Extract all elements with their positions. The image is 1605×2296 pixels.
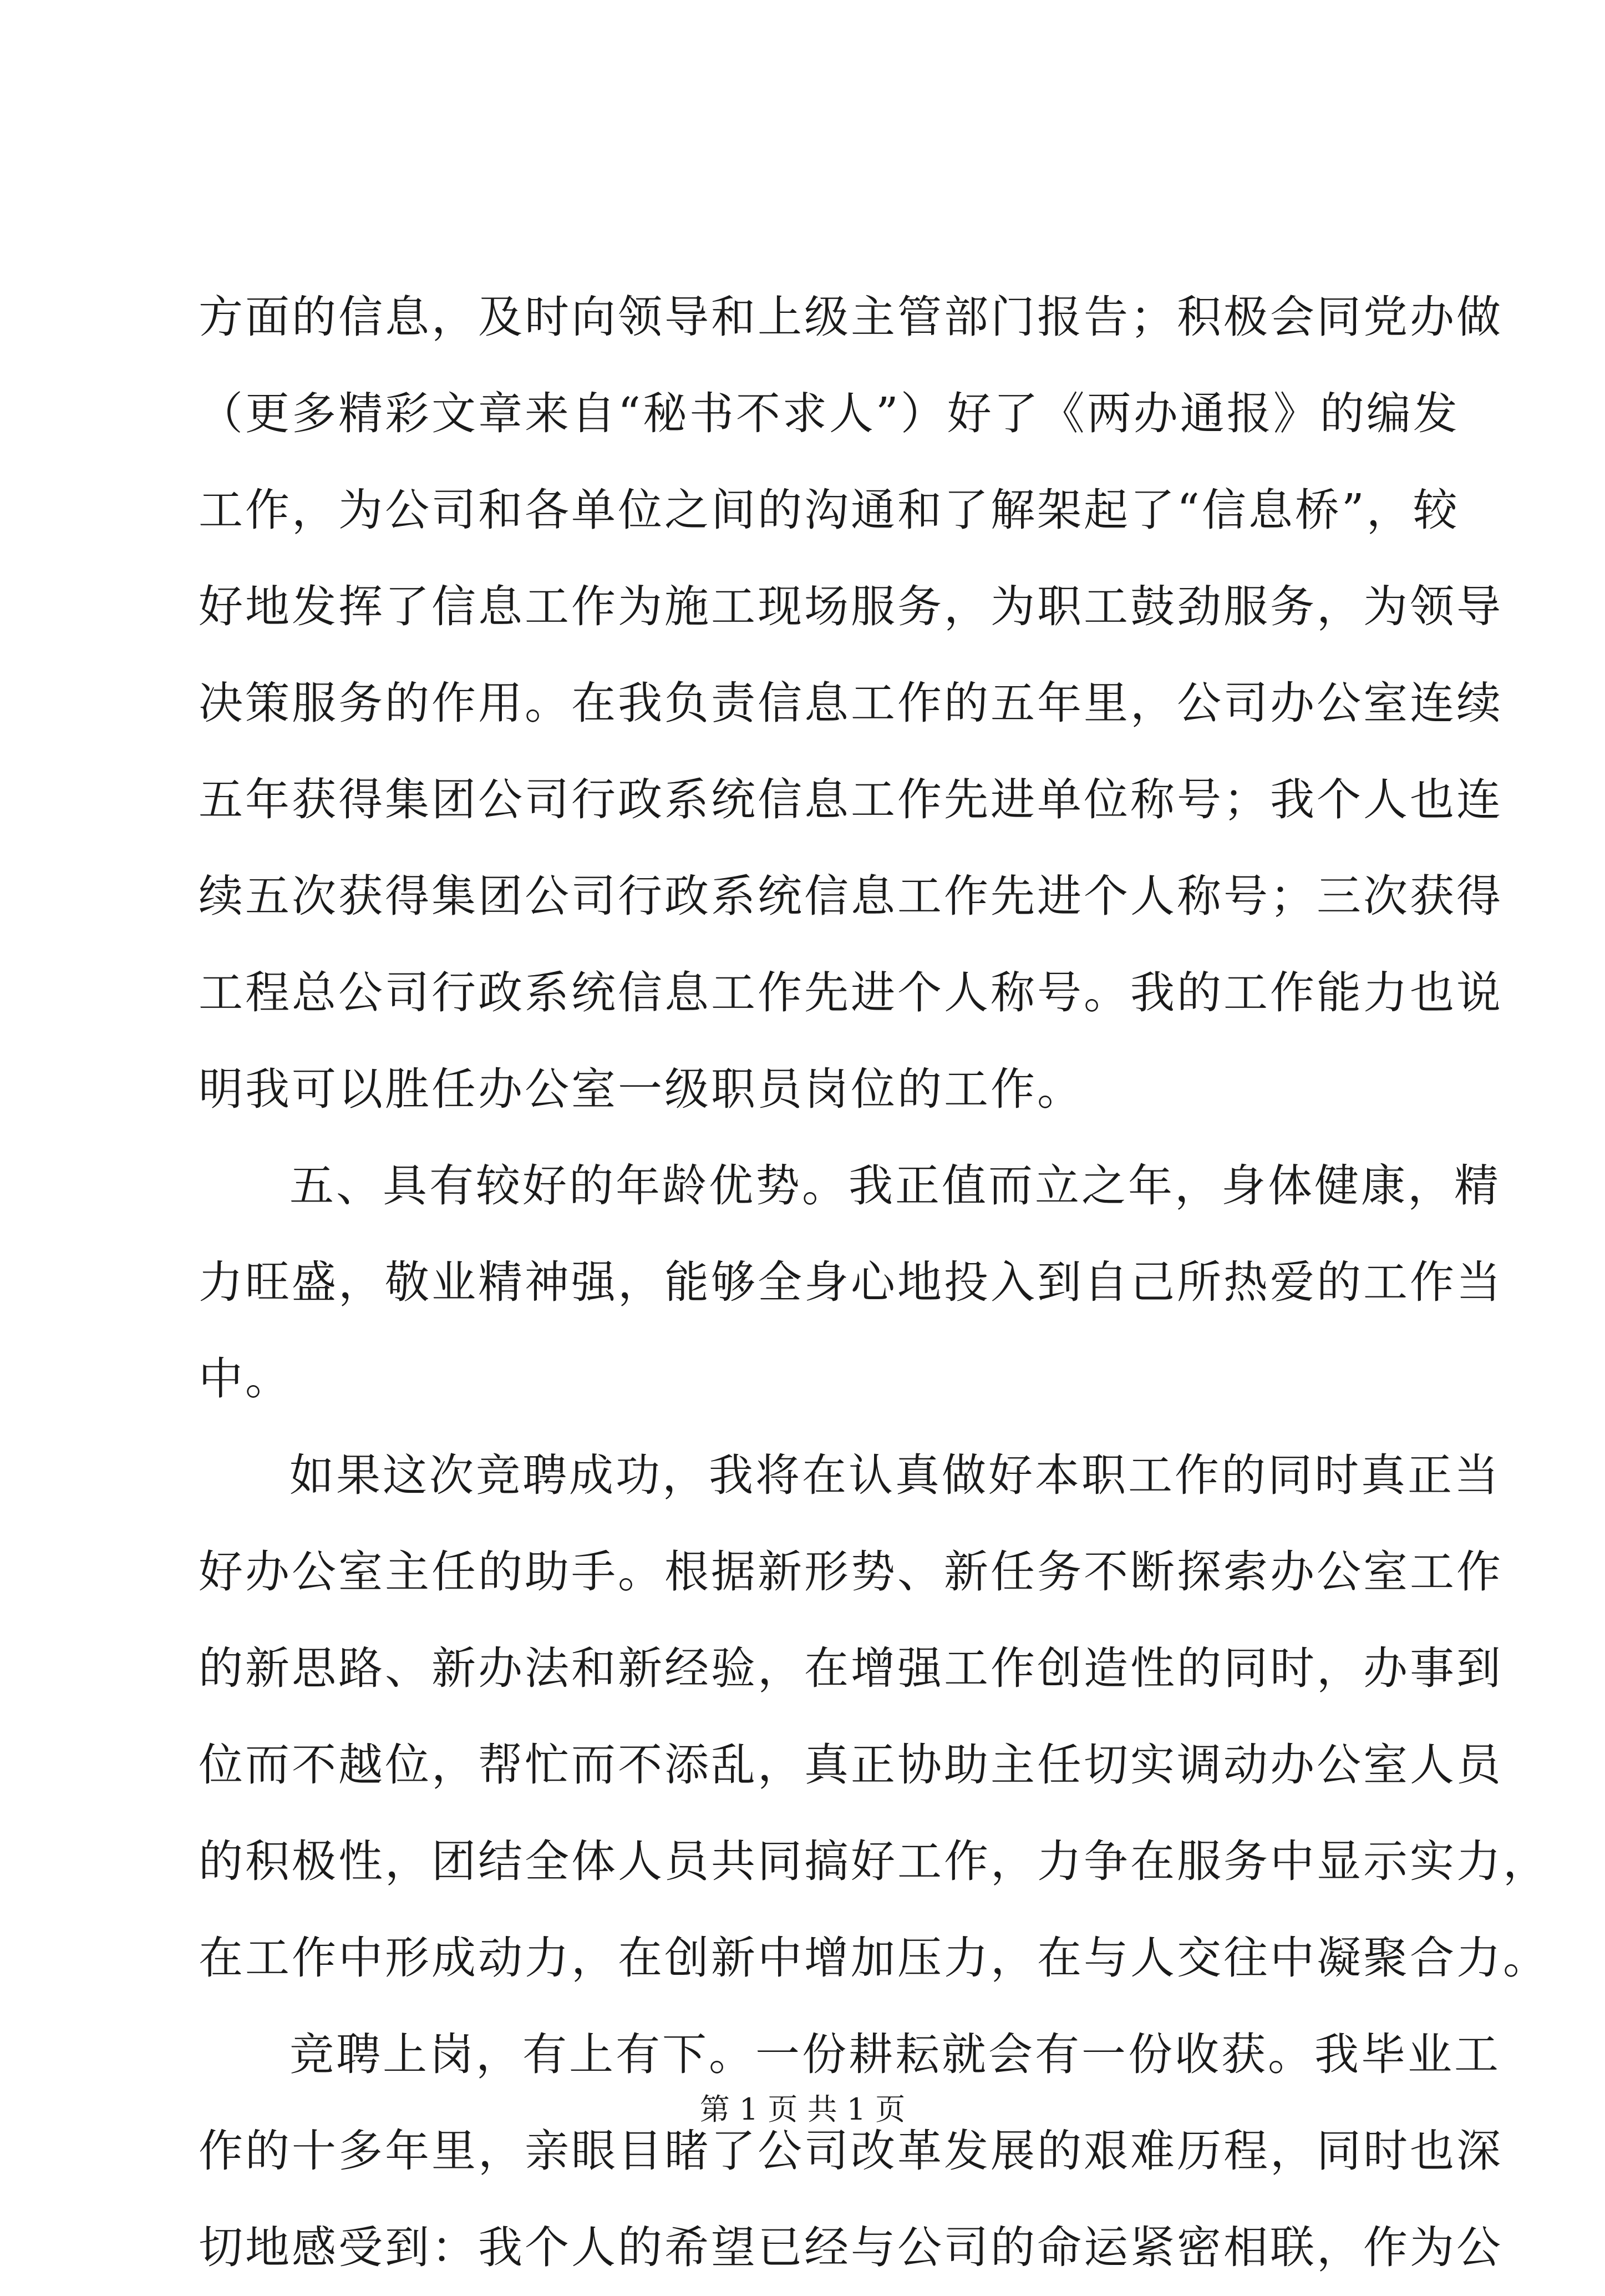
text-line: 力旺盛，敬业精神强，能够全身心地投入到自己所热爱的工作当 (199, 1256, 1503, 1308)
text-line: 位而不越位，帮忙而不添乱，真正协助主任切实调动办公室人员 (199, 1739, 1503, 1791)
page-footer: 第 1 页 共 1 页 (699, 2092, 906, 2127)
text-line: 好地发挥了信息工作为施工现场服务，为职工鼓劲服务，为领导 (199, 581, 1503, 632)
text-line: 工作，为公司和各单位之间的沟通和了解架起了“信息桥”，较 (199, 484, 1460, 536)
text-line: 如果这次竞聘成功，我将在认真做好本职工作的同时真正当 (289, 1449, 1501, 1501)
text-line: 作的十多年里，亲眼目睹了公司改革发展的艰难历程，同时也深 (199, 2125, 1503, 2177)
text-line: 竞聘上岗，有上有下。一份耕耘就会有一份收获。我毕业工 (289, 2029, 1501, 2080)
text-line: 方面的信息，及时向领导和上级主管部门报告；积极会同党办做 (199, 291, 1503, 343)
document-body (199, 269, 1550, 2296)
text-line: 在工作中形成动力，在创新中增加压力，在与人交往中凝聚合力。 (199, 1932, 1550, 1984)
text-line: 中。 (199, 1353, 292, 1405)
text-line: 五年获得集团公司行政系统信息工作先进单位称号；我个人也连 (199, 774, 1503, 825)
text-line: 决策服务的作用。在我负责信息工作的五年里，公司办公室连续 (199, 677, 1503, 729)
text-line: 明我可以胜任办公室一级职员岗位的工作。 (199, 1063, 1084, 1115)
text-line: 的新思路、新办法和新经验，在增强工作创造性的同时，办事到 (199, 1643, 1503, 1694)
text-line: 续五次获得集团公司行政系统信息工作先进个人称号；三次获得 (199, 870, 1503, 922)
text-line: 五、具有较好的年龄优势。我正值而立之年，身体健康，精 (289, 1160, 1501, 1212)
text-line: 好办公室主任的助手。根据新形势、新任务不断探索办公室工作 (199, 1546, 1503, 1598)
text-line: 切地感受到：我个人的希望已经与公司的命运紧密相联，作为公 (199, 2222, 1503, 2273)
text-line: （更多精彩文章来自“秘书不求人”）好了《两办通报》的编发 (199, 388, 1460, 439)
text-line: 工程总公司行政系统信息工作先进个人称号。我的工作能力也说 (199, 967, 1503, 1018)
text-line: 的积极性，团结全体人员共同搞好工作，力争在服务中显示实力， (199, 1836, 1550, 1887)
